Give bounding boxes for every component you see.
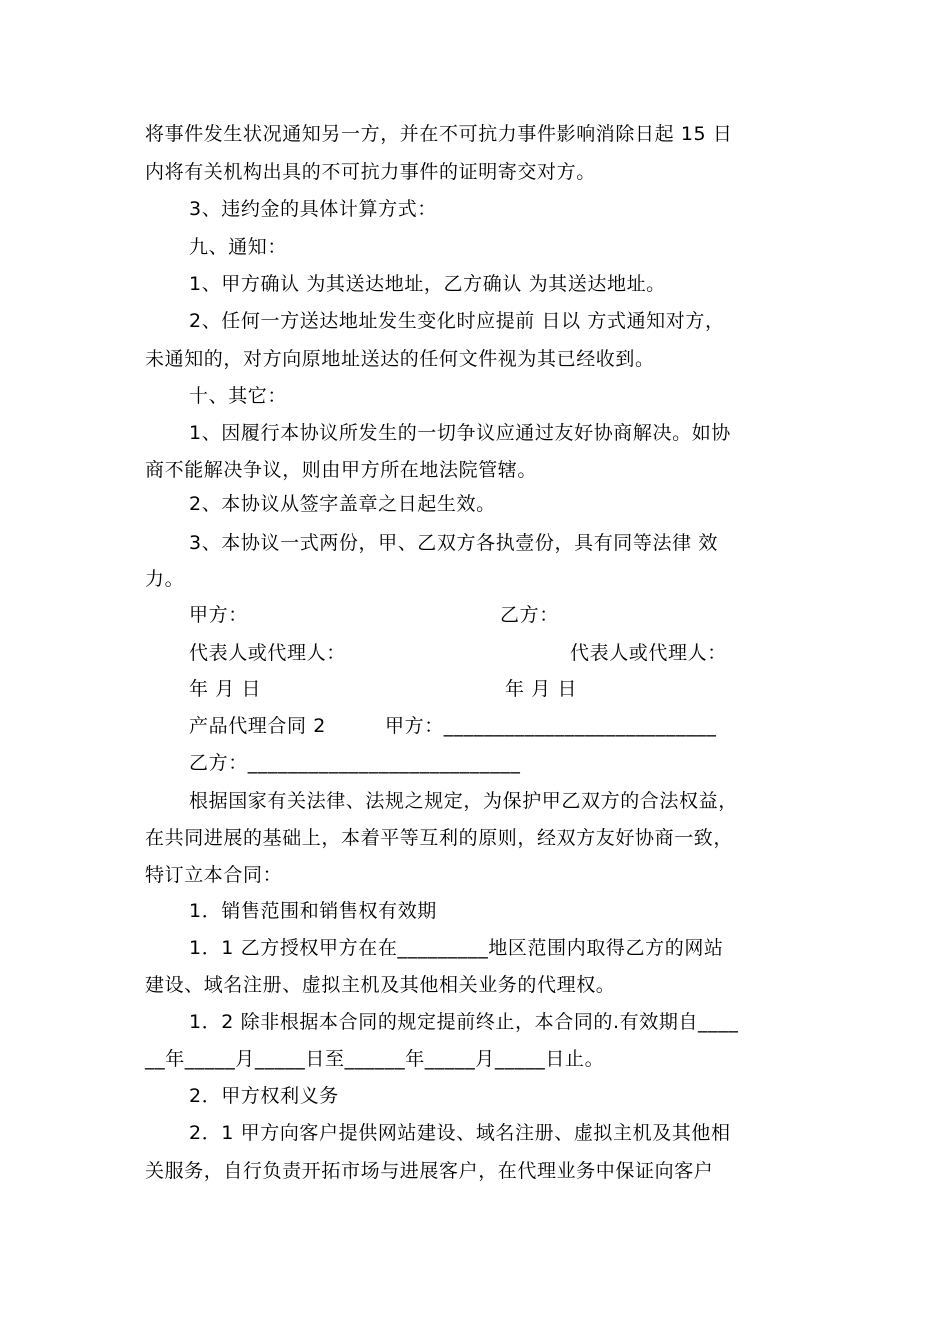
paragraph-line: 1、甲方确认 为其送达地址，乙方确认 为其送达地址。 [189, 273, 666, 295]
paragraph-line: 力。 [145, 568, 185, 590]
paragraph-line: 2．1 甲方向客户提供网站建设、域名注册、虚拟主机及其他相 [189, 1122, 731, 1144]
paragraph-line: 2、任何一方送达地址发生变化时应提前 日以 方式通知对方， [189, 310, 725, 332]
representative-b-label: 代表人或代理人： [570, 642, 727, 664]
paragraph-line: 1、因履行本协议所发生的一切争议应通过友好协商解决。如协 [189, 422, 731, 444]
paragraph-line: 1．1 乙方授权甲方在在_________地区范围内取得乙方的网站 [189, 937, 724, 959]
paragraph-line: 2、本协议从签字盖章之日起生效。 [189, 493, 496, 515]
paragraph-line: 未通知的，对方向原地址送达的任何文件视为其已经收到。 [145, 348, 655, 370]
section-heading: 十、其它： [189, 385, 288, 407]
party-b-field: 乙方：___________________________ [189, 752, 521, 774]
paragraph-line: 商不能解决争议，则由甲方所在地法院管辖。 [145, 459, 538, 481]
paragraph-line: 3、违约金的具体计算方式： [189, 198, 437, 220]
paragraph-line: 在共同进展的基础上，本着平等互利的原则，经双方友好协商一致， [145, 827, 734, 849]
party-b-label: 乙方： [500, 604, 559, 626]
paragraph-line: 1．2 除非根据本合同的规定提前终止，本合同的.有效期自____ [189, 1011, 739, 1033]
paragraph-line: 关服务，自行负责开拓市场与进展客户，在代理业务中保证向客户 [145, 1160, 714, 1182]
date-a-label: 年 月 日 [189, 678, 262, 700]
section-heading: 1．销售范围和销售权有效期 [189, 900, 437, 922]
representative-a-label: 代表人或代理人： [189, 642, 346, 664]
party-a-label: 甲方： [189, 604, 248, 626]
section-heading: 九、通知： [189, 236, 288, 258]
paragraph-line: 将事件发生状况通知另一方，并在不可抗力事件影响消除日起 15 日 [145, 123, 733, 145]
contract-title: 产品代理合同 2 [189, 715, 326, 737]
party-a-field: 甲方：___________________________ [385, 715, 717, 737]
paragraph-line: 内将有关机构出具的不可抗力事件的证明寄交对方。 [145, 161, 596, 183]
section-heading: 2．甲方权利义务 [189, 1085, 339, 1107]
paragraph-line: __年_____月_____日至______年_____月_____日止。 [145, 1048, 605, 1070]
paragraph-line: 根据国家有关法律、法规之规定，为保护甲乙双方的合法权益， [189, 790, 738, 812]
date-b-label: 年 月 日 [505, 678, 578, 700]
paragraph-line: 特订立本合同： [145, 864, 283, 886]
paragraph-line: 建设、域名注册、虚拟主机及其他相关业务的代理权。 [145, 974, 616, 996]
paragraph-line: 3、本协议一式两份，甲、乙双方各执壹份，具有同等法律 效 [189, 532, 718, 554]
